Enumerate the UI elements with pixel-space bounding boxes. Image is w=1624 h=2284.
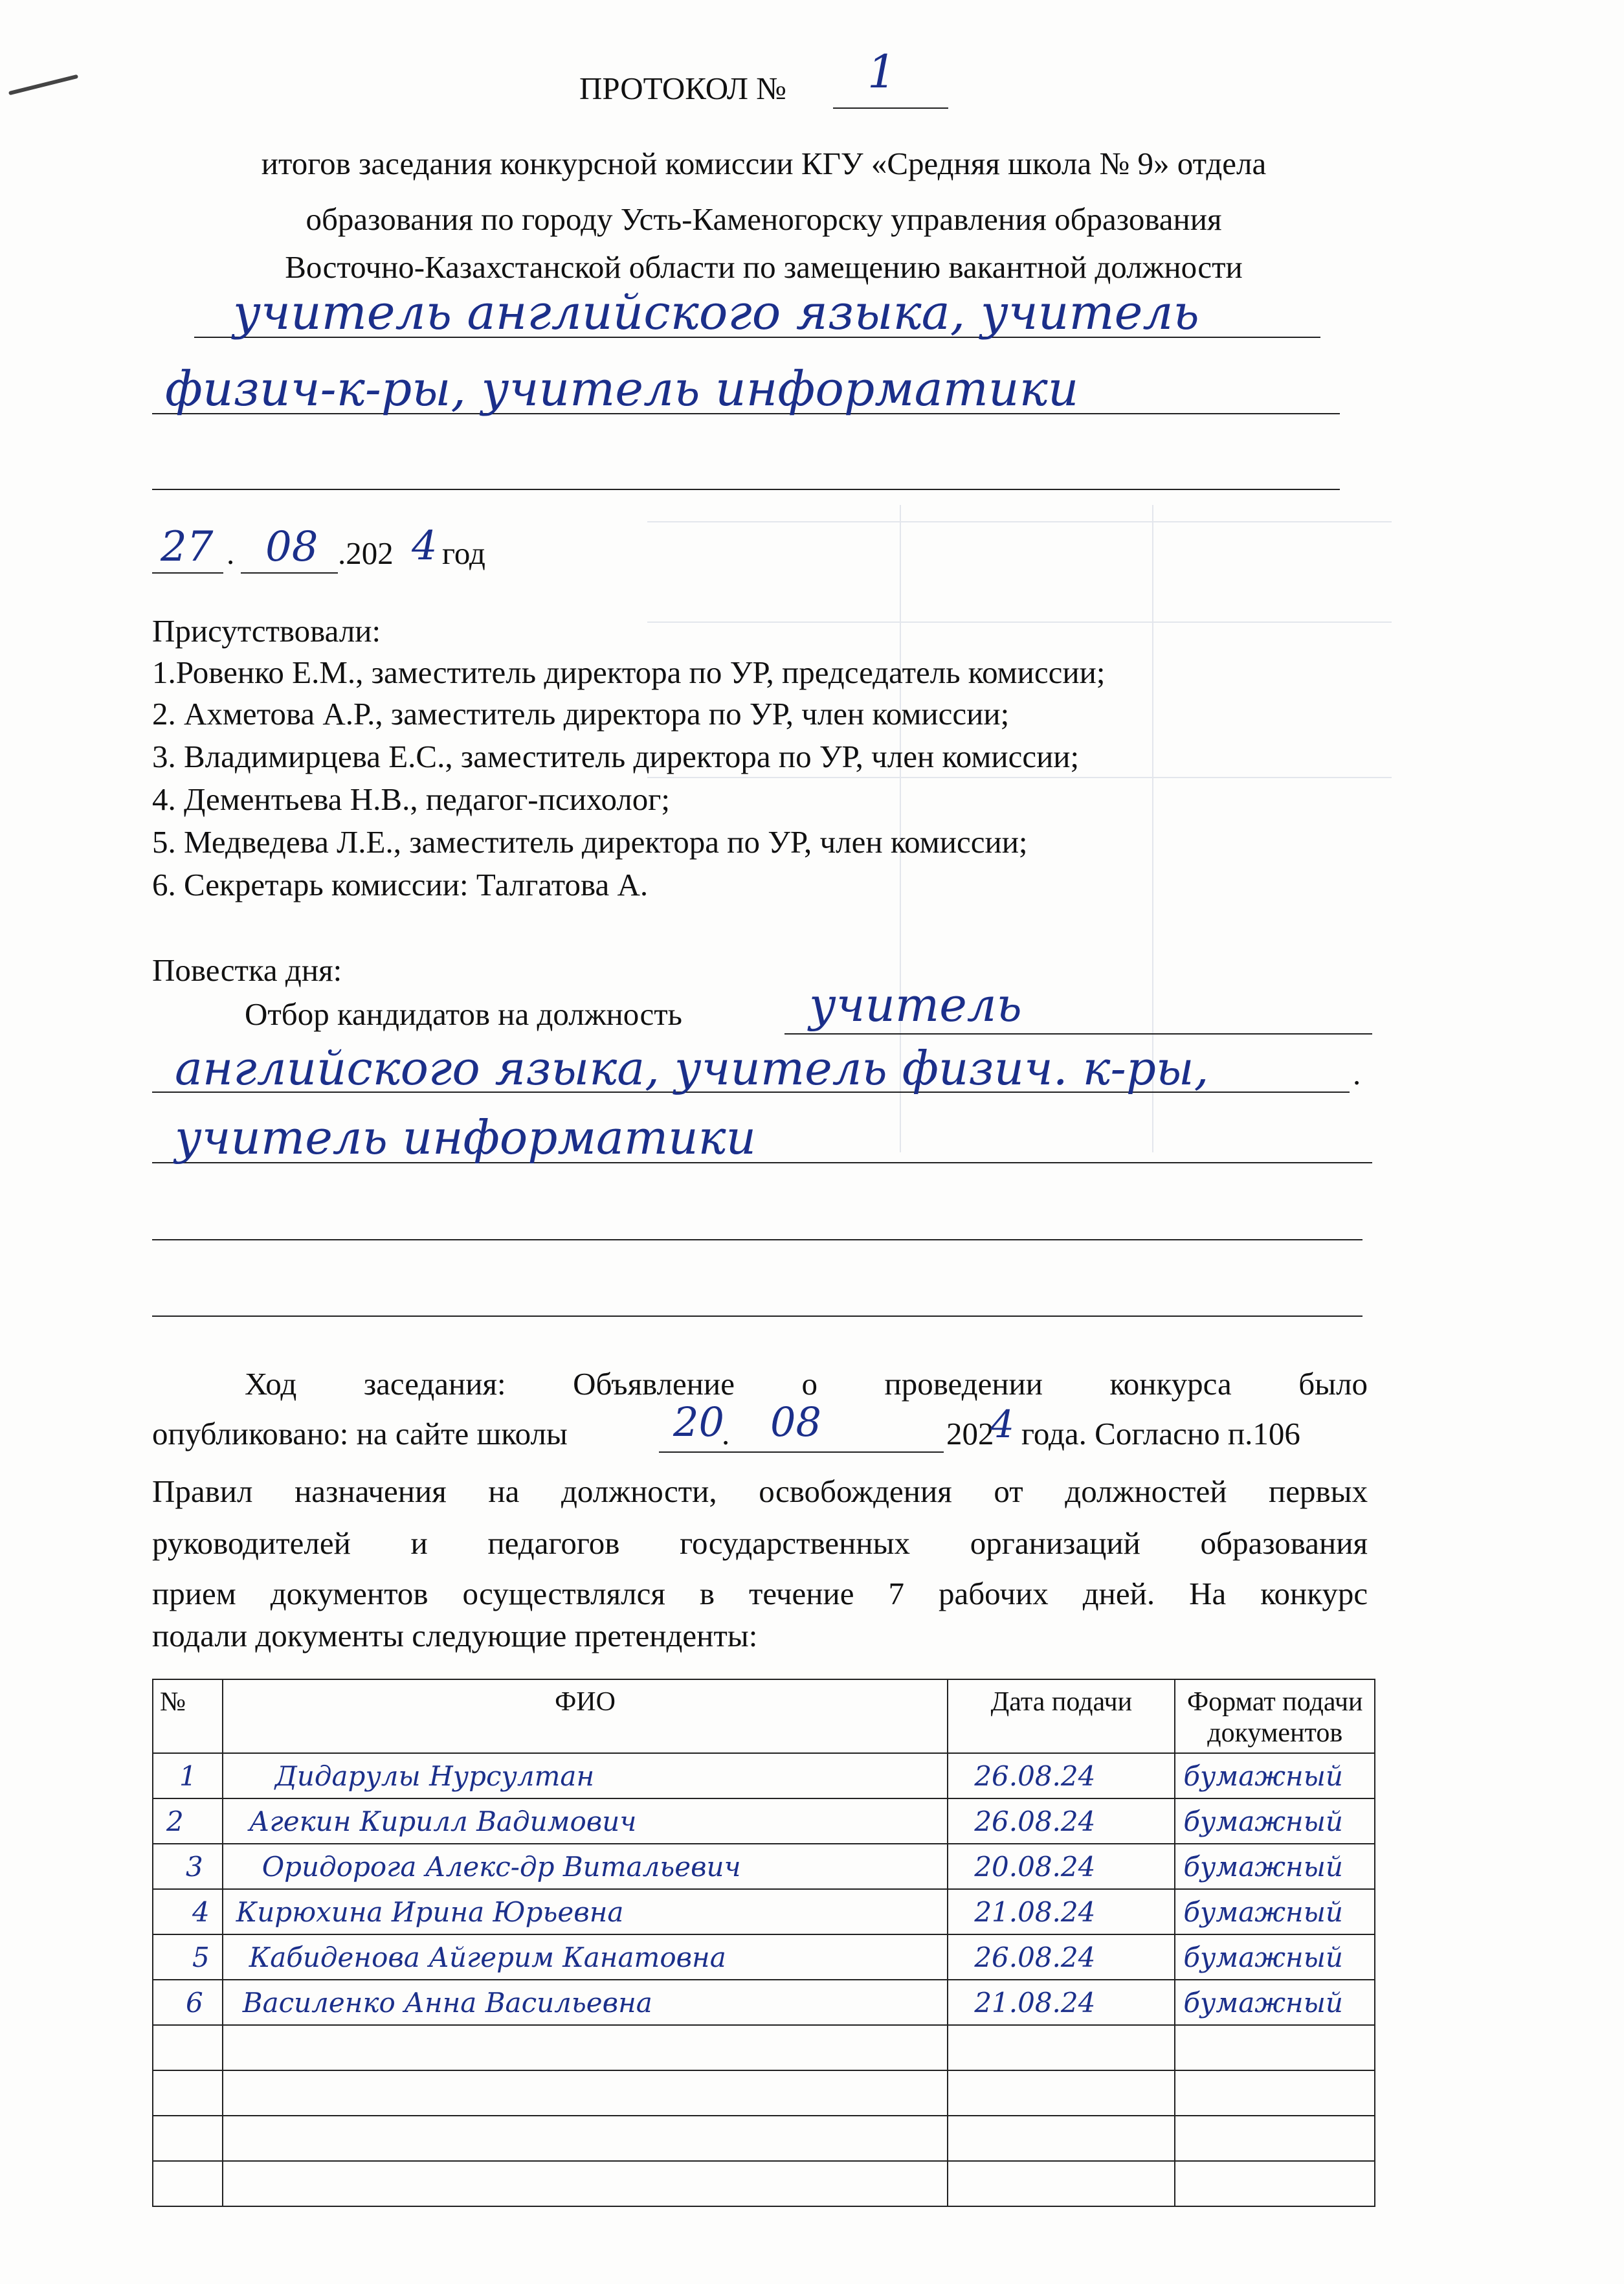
table-row	[153, 2070, 1375, 2116]
subtitle-line-3: Восточно-Казахстанской области по замещению вакантной должности	[285, 249, 1243, 285]
table-row	[153, 1798, 1375, 1844]
row-date: 26.08.24	[948, 1798, 1175, 1844]
row-format: бумажный	[1175, 1798, 1375, 1844]
row-date	[948, 2116, 1175, 2161]
column-header-format: Формат подачи документов	[1175, 1679, 1375, 1753]
agenda-heading: Повестка дня:	[152, 952, 342, 988]
attendee-2: 2. Ахметова А.Р., заместитель директора по УР, член комиссии;	[152, 696, 1010, 732]
attendee-3: 3. Владимирцева Е.С., заместитель директора по УР, член комиссии;	[152, 739, 1080, 774]
date-month: 08	[265, 523, 318, 571]
row-number	[153, 2161, 223, 2206]
agenda-position-3: учитель информатики	[175, 1110, 756, 1165]
row-name: Василенко Анна Васильевна	[223, 1980, 948, 2025]
table-row	[153, 2116, 1375, 2161]
column-header-name: ФИО	[223, 1679, 948, 1753]
row-name	[223, 2161, 948, 2206]
table-row	[153, 2161, 1375, 2206]
row-number: 5	[153, 1934, 223, 1980]
date-year-prefix: .202	[338, 535, 394, 571]
agenda-line-1	[784, 1033, 1372, 1035]
row-name: Дидарулы Нурсултан	[223, 1753, 948, 1798]
row-format	[1175, 2025, 1375, 2070]
row-date: 26.08.24	[948, 1934, 1175, 1980]
row-name: Кабиденова Айгерим Канатовна	[223, 1934, 948, 1980]
column-header-date: Дата подачи	[948, 1679, 1175, 1753]
agenda-period: .	[1353, 1056, 1361, 1092]
table-row	[153, 1844, 1375, 1889]
vacancy-line-3	[152, 489, 1340, 490]
row-number: 1	[153, 1753, 223, 1798]
row-date	[948, 2070, 1175, 2116]
row-date: 20.08.24	[948, 1844, 1175, 1889]
table-row	[153, 1980, 1375, 2025]
protocol-title-prefix: ПРОТОКОЛ №	[579, 71, 786, 106]
row-name	[223, 2070, 948, 2116]
show-through-line	[647, 621, 1392, 623]
agenda-position-2: английского языка, учитель физич. к-ры,	[175, 1041, 1209, 1095]
publish-month: 08	[770, 1398, 821, 1446]
row-format: бумажный	[1175, 1934, 1375, 1980]
publish-year-prefix: 202	[946, 1416, 994, 1451]
publish-year-digit: 4	[990, 1402, 1014, 1446]
row-number: 4	[153, 1889, 223, 1934]
vacancy-handwritten-1: учитель английского языка, учитель	[233, 285, 1199, 341]
table-header-row	[153, 1679, 1375, 1753]
row-date: 21.08.24	[948, 1889, 1175, 1934]
agenda-intro: Отбор кандидатов на должность	[245, 996, 682, 1032]
row-number	[153, 2025, 223, 2070]
proceedings-line-5: прием документов осуществлялся в течение 7 рабочих дней. На конкурс	[152, 1576, 1368, 1611]
subtitle-line-2: образования по городу Усть-Каменогорску управления образования	[306, 201, 1222, 237]
proceedings-line-1: Ход заседания: Объявление о проведении конкурса было	[245, 1366, 1368, 1402]
subtitle-line-1: итогов заседания конкурсной комиссии КГУ «Средняя школа № 9» отдела	[261, 146, 1267, 181]
column-header-number: №	[153, 1679, 223, 1753]
attendees-heading: Присутствовали:	[152, 613, 381, 649]
table-row	[153, 1934, 1375, 1980]
attendee-4: 4. Дементьева Н.В., педагог-психолог;	[152, 781, 670, 817]
date-month-line	[241, 572, 338, 574]
row-format	[1175, 2070, 1375, 2116]
attendee-6: 6. Секретарь комиссии: Талгатова А.	[152, 867, 649, 902]
show-through-line	[647, 777, 1392, 778]
row-name: Кирюхина Ирина Юрьевна	[223, 1889, 948, 1934]
row-number: 6	[153, 1980, 223, 2025]
attendee-5: 5. Медведева Л.Е., заместитель директора по УР, член комиссии;	[152, 824, 1028, 860]
publish-date-line	[659, 1451, 944, 1453]
row-name	[223, 2116, 948, 2161]
table-row	[153, 2025, 1375, 2070]
proceedings-line-2-end: года. Согласно п.106	[1021, 1416, 1300, 1451]
row-date	[948, 2025, 1175, 2070]
row-number: 3	[153, 1844, 223, 1889]
protocol-title	[579, 70, 786, 108]
row-name	[223, 2025, 948, 2070]
row-format: бумажный	[1175, 1889, 1375, 1934]
table-row	[153, 1889, 1375, 1934]
applicants-table	[152, 1679, 1375, 2207]
show-through-line	[647, 521, 1392, 522]
row-format	[1175, 2116, 1375, 2161]
protocol-number: 1	[867, 45, 896, 98]
row-format: бумажный	[1175, 1753, 1375, 1798]
row-date: 26.08.24	[948, 1753, 1175, 1798]
pen-mark	[8, 74, 78, 95]
date-year-digit: 4	[412, 522, 438, 569]
row-number	[153, 2116, 223, 2161]
protocol-number-line	[833, 107, 948, 109]
agenda-position-1: учитель	[809, 978, 1022, 1032]
row-format: бумажный	[1175, 1980, 1375, 2025]
attendee-1: 1.Ровенко Е.М., заместитель директора по УР, председатель комиссии;	[152, 655, 1106, 690]
proceedings-line-6: подали документы следующие претенденты:	[152, 1618, 758, 1653]
row-date	[948, 2161, 1175, 2206]
row-format	[1175, 2161, 1375, 2206]
date-day-line	[152, 572, 223, 574]
row-format: бумажный	[1175, 1844, 1375, 1889]
proceedings-line-2-start: опубликовано: на сайте школы	[152, 1416, 568, 1451]
row-name: Оридорога Алекс-др Витальевич	[223, 1844, 948, 1889]
date-dot: .	[227, 535, 235, 571]
proceedings-line-4: руководителей и педагогов государственных организаций образования	[152, 1525, 1368, 1561]
publish-dot: .	[722, 1416, 730, 1451]
agenda-line-4	[152, 1239, 1363, 1240]
proceedings-line-3: Правил назначения на должности, освобождения от должностей первых	[152, 1473, 1368, 1509]
date-day: 27	[161, 523, 214, 571]
vacancy-handwritten-2: физич-к-ры, учитель информатики	[165, 361, 1079, 417]
row-name: Агекин Кирилл Вадимович	[223, 1798, 948, 1844]
row-date: 21.08.24	[948, 1980, 1175, 2025]
publish-day: 20	[673, 1398, 724, 1446]
row-number: 2	[153, 1798, 223, 1844]
table-row	[153, 1753, 1375, 1798]
agenda-line-5	[152, 1316, 1363, 1317]
date-suffix: год	[442, 535, 485, 571]
row-number	[153, 2070, 223, 2116]
